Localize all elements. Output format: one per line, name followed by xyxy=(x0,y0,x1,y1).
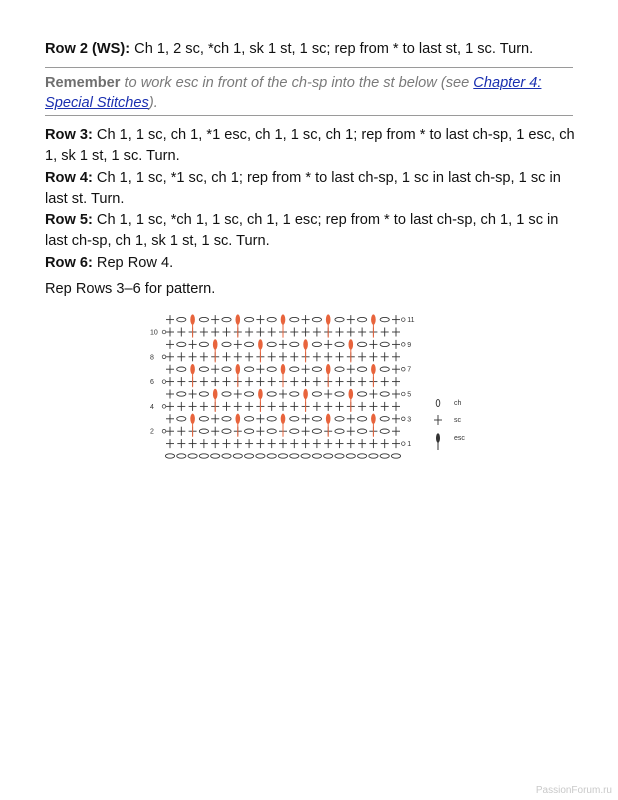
watermark: PassionForum.ru xyxy=(535,785,612,796)
row-3-instruction xyxy=(45,125,575,167)
row-text: Ch 1, 1 sc, ch 1, *1 esc, ch 1, 1 sc, ch 1; rep from * to last ch-sp, 1 esc, ch 1, sk 1 st, 1 sc. Turn. xyxy=(45,127,575,164)
ch-symbol xyxy=(177,317,186,321)
foundation-ch xyxy=(335,454,344,458)
esc-symbol xyxy=(213,389,218,399)
ch-symbol xyxy=(177,367,186,371)
foundation-ch xyxy=(222,454,231,458)
row-number-left: 10 xyxy=(150,329,158,337)
ch-symbol xyxy=(312,417,321,421)
ch-symbol xyxy=(245,342,254,346)
row-text: Rep Row 4. xyxy=(92,255,174,271)
ch-symbol xyxy=(177,392,186,396)
esc-symbol xyxy=(371,314,376,324)
ch-symbol xyxy=(358,417,367,421)
esc-symbol xyxy=(190,414,195,424)
esc-symbol xyxy=(371,364,376,374)
row-text: Ch 1, 2 sc, *ch 1, sk 1 st, 1 sc; rep from * to last st, 1 sc. Turn. xyxy=(130,41,534,57)
foundation-ch xyxy=(312,454,321,458)
ch-symbol xyxy=(335,429,344,433)
foundation-ch xyxy=(301,454,310,458)
foundation-ch xyxy=(278,454,287,458)
row-6-instruction xyxy=(45,253,575,274)
ch-symbol xyxy=(222,367,231,371)
ch-symbol xyxy=(199,417,208,421)
ch-symbol xyxy=(380,367,389,371)
ch-symbol xyxy=(335,317,344,321)
ch-symbol xyxy=(290,392,299,396)
row-label: Row 3: xyxy=(45,127,93,143)
esc-symbol xyxy=(326,314,331,324)
ch-symbol xyxy=(358,317,367,321)
esc-symbol xyxy=(258,389,263,399)
foundation-ch xyxy=(211,454,220,458)
remember-note xyxy=(45,73,575,113)
ch-symbol xyxy=(199,342,208,346)
esc-symbol xyxy=(190,364,195,374)
ch-symbol xyxy=(199,429,208,433)
ch-symbol xyxy=(380,317,389,321)
ch-symbol xyxy=(199,392,208,396)
row-5-instruction xyxy=(45,210,575,252)
row-label: Row 6: xyxy=(45,255,93,271)
esc-symbol xyxy=(190,314,195,324)
ch-symbol xyxy=(222,392,231,396)
legend-label-sc: sc xyxy=(454,417,461,424)
foundation-ch xyxy=(233,454,242,458)
row-number-right: 7 xyxy=(407,366,412,374)
ch-symbol xyxy=(312,429,321,433)
ch-symbol xyxy=(267,429,276,433)
ch-symbol xyxy=(312,367,321,371)
foundation-ch xyxy=(358,454,367,458)
row-text: Ch 1, 1 sc, *1 sc, ch 1; rep from * to last ch-sp, 1 sc in last ch-sp, 1 sc in last st. Turn. xyxy=(45,170,561,207)
row-number-left: 2 xyxy=(150,428,154,436)
row-label: Row 5: xyxy=(45,212,93,228)
row-label: Row 2 (WS): xyxy=(45,41,131,57)
turning-ch-dot xyxy=(162,405,166,409)
row-label: Row 4: xyxy=(45,170,93,186)
row-2-instruction xyxy=(45,39,575,60)
ch-symbol xyxy=(290,429,299,433)
foundation-ch xyxy=(380,454,389,458)
esc-symbol xyxy=(236,414,241,424)
ch-symbol xyxy=(267,342,276,346)
row-4-instruction xyxy=(45,168,575,210)
turning-ch-dot xyxy=(402,392,406,396)
row-text: Ch 1, 1 sc, *ch 1, 1 sc, ch 1, 1 esc; rep from * to last ch-sp, ch 1, 1 sc in last ch-sp, ch 1, sk 1 st, 1 sc. Turn. xyxy=(45,212,559,249)
foundation-ch xyxy=(245,454,254,458)
ch-symbol xyxy=(267,367,276,371)
ch-symbol xyxy=(335,392,344,396)
foundation-ch xyxy=(165,454,174,458)
esc-symbol xyxy=(349,339,354,349)
turning-ch-dot xyxy=(162,429,166,433)
legend-label-esc: esc xyxy=(454,435,465,442)
esc-symbol xyxy=(281,414,286,424)
note-text: to work esc in front of the ch-sp into the st below (see xyxy=(120,75,474,91)
esc-symbol xyxy=(281,364,286,374)
ch-symbol xyxy=(380,392,389,396)
esc-symbol xyxy=(236,314,241,324)
foundation-ch xyxy=(324,454,333,458)
ch-symbol xyxy=(222,317,231,321)
foundation-ch xyxy=(199,454,208,458)
ch-symbol xyxy=(177,342,186,346)
foundation-ch xyxy=(188,454,197,458)
ch-symbol xyxy=(358,429,367,433)
row-number-right: 9 xyxy=(407,341,412,349)
ch-symbol xyxy=(335,417,344,421)
stitch-chart xyxy=(140,310,480,460)
foundation-ch xyxy=(256,454,265,458)
ch-symbol xyxy=(335,367,344,371)
ch-symbol xyxy=(312,342,321,346)
ch-symbol xyxy=(358,367,367,371)
foundation-ch xyxy=(391,454,400,458)
ch-symbol xyxy=(267,317,276,321)
foundation-ch xyxy=(177,454,186,458)
row-number-left: 4 xyxy=(150,403,154,411)
ch-symbol xyxy=(358,342,367,346)
ch-symbol xyxy=(380,429,389,433)
ch-symbol xyxy=(222,342,231,346)
ch-symbol xyxy=(245,429,254,433)
ch-symbol xyxy=(199,317,208,321)
turning-ch-dot xyxy=(402,367,406,371)
divider-top xyxy=(45,67,573,68)
esc-symbol xyxy=(236,364,241,374)
foundation-ch xyxy=(369,454,378,458)
turning-ch-dot xyxy=(402,343,406,347)
foundation-ch xyxy=(346,454,355,458)
esc-symbol xyxy=(326,364,331,374)
ch-symbol xyxy=(199,367,208,371)
repeat-text: Rep Rows 3–6 for pattern. xyxy=(45,281,216,297)
foundation-ch xyxy=(267,454,276,458)
ch-symbol xyxy=(358,392,367,396)
turning-ch-dot xyxy=(162,355,166,359)
divider-bottom xyxy=(45,115,573,116)
esc-symbol xyxy=(349,389,354,399)
ch-symbol xyxy=(267,417,276,421)
ch-symbol xyxy=(222,417,231,421)
turning-ch-dot xyxy=(402,318,406,322)
esc-symbol xyxy=(258,339,263,349)
ch-symbol xyxy=(290,317,299,321)
row-number-right: 1 xyxy=(407,441,412,449)
ch-symbol xyxy=(290,342,299,346)
row-number-left: 6 xyxy=(150,379,154,387)
turning-ch-dot xyxy=(162,380,166,384)
repeat-instruction xyxy=(45,279,575,300)
ch-symbol xyxy=(245,367,254,371)
ch-symbol xyxy=(380,417,389,421)
row-number-left: 8 xyxy=(150,354,154,362)
legend-label-ch: ch xyxy=(454,400,462,407)
foundation-ch xyxy=(290,454,299,458)
row-number-right: 3 xyxy=(407,416,412,424)
ch-symbol xyxy=(312,392,321,396)
ch-symbol xyxy=(245,417,254,421)
chapter-4-link[interactable]: Chapter 4: Special Stitches xyxy=(45,75,542,111)
ch-symbol xyxy=(245,392,254,396)
ch-symbol xyxy=(290,417,299,421)
row-number-right: 5 xyxy=(407,391,412,399)
ch-symbol xyxy=(312,317,321,321)
ch-symbol xyxy=(290,367,299,371)
esc-symbol xyxy=(213,339,218,349)
esc-symbol xyxy=(326,414,331,424)
ch-symbol xyxy=(267,392,276,396)
ch-symbol xyxy=(245,317,254,321)
ch-symbol xyxy=(380,342,389,346)
legend-ch-icon xyxy=(436,399,440,406)
row-number-right: 11 xyxy=(407,317,415,325)
turning-ch-dot xyxy=(162,330,166,334)
ch-symbol xyxy=(177,417,186,421)
esc-symbol xyxy=(303,339,308,349)
turning-ch-dot xyxy=(402,417,406,421)
turning-ch-dot xyxy=(402,442,406,446)
ch-symbol xyxy=(222,429,231,433)
esc-symbol xyxy=(371,414,376,424)
esc-symbol xyxy=(281,314,286,324)
ch-symbol xyxy=(335,342,344,346)
esc-symbol xyxy=(303,389,308,399)
note-end: ). xyxy=(148,95,158,111)
note-label: Remember xyxy=(45,75,121,91)
